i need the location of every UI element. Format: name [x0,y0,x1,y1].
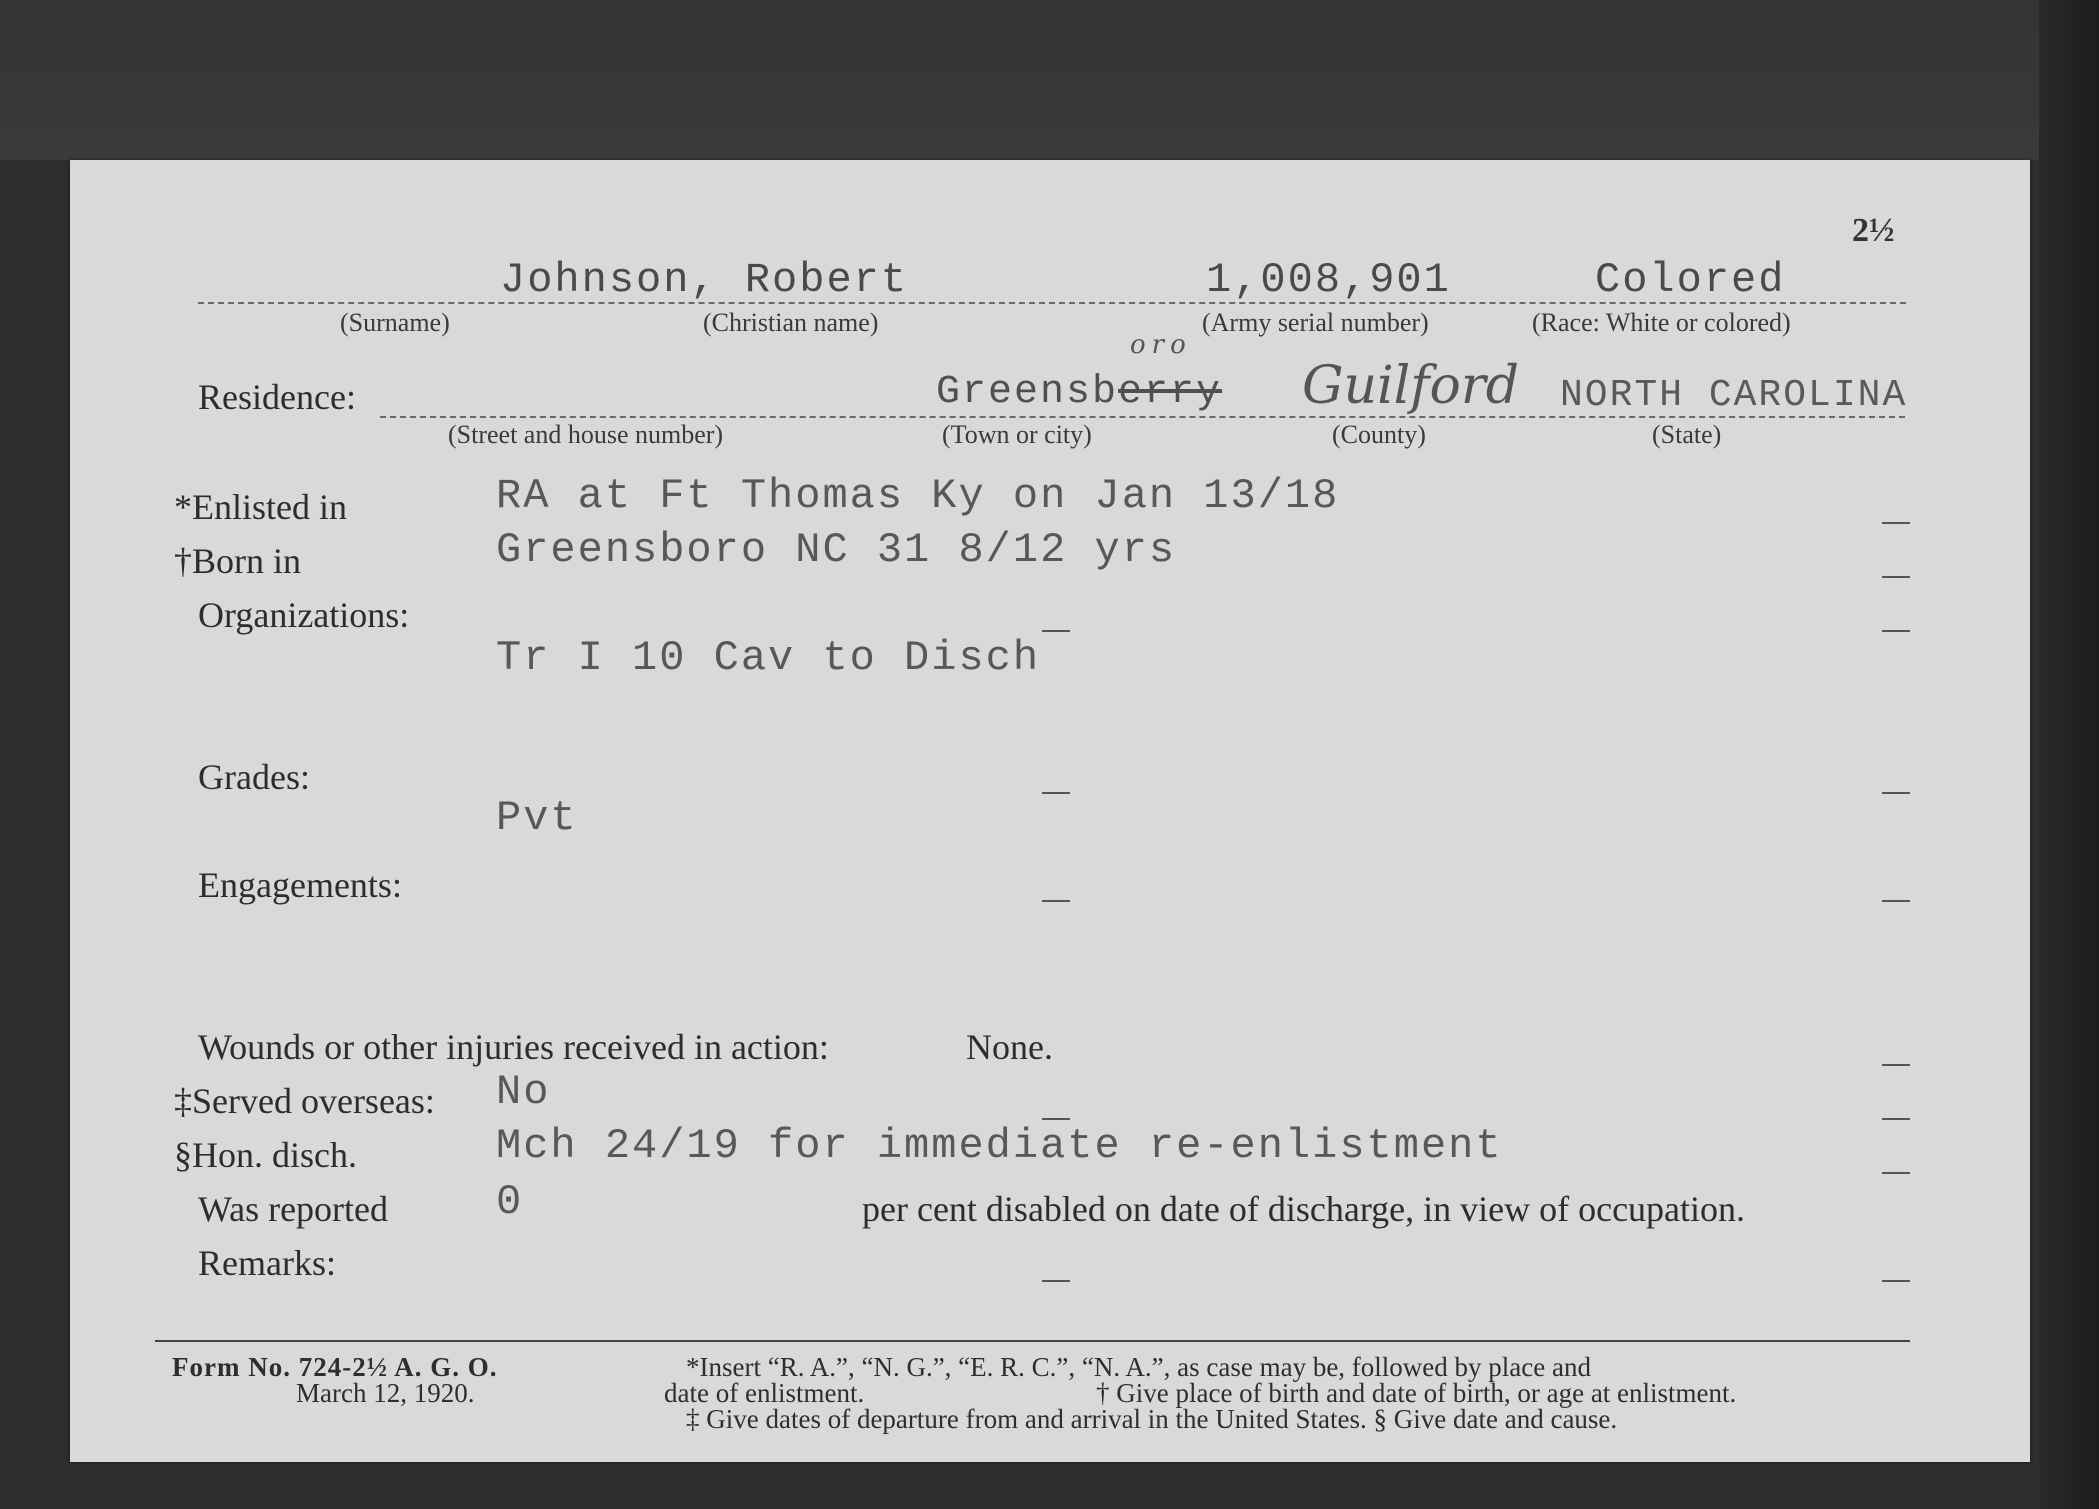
double-dagger-symbol: ‡ [174,1081,192,1121]
born-label: †Born in [174,541,302,581]
disability-percent-value: 0 [496,1178,524,1226]
footnote-enlistment-date: date of enlistment. [664,1378,865,1408]
fraction-mark: 2½ [1852,212,1895,249]
organizations-label: Organizations: [198,595,410,635]
state-value: NORTH CAROLINA [1560,374,1908,417]
dash-mark [1882,1280,1910,1282]
enlisted-label: *Enlisted in [174,487,347,527]
scanner-background-edge [2039,0,2099,1509]
dash-mark [1882,1118,1910,1120]
grades-value: Pvt [496,794,578,842]
asterisk-symbol: * [174,487,192,527]
dash-mark [1882,792,1910,794]
race-caption: (Race: White or colored) [1532,308,1791,337]
engagements-label: Engagements: [198,865,402,905]
form-number: Form No. 724-2½ A. G. O. [172,1352,498,1382]
state-caption: (State) [1652,420,1722,449]
served-overseas-value: No [496,1068,551,1116]
served-overseas-label: ‡Served overseas: [174,1081,435,1121]
dash-mark [1042,1280,1070,1282]
town-caption: (Town or city) [942,420,1092,449]
organizations-value: Tr I 10 Cav to Disch [496,634,1041,682]
form-date: March 12, 1920. [296,1378,475,1408]
residence-label: Residence: [198,377,356,417]
born-value: Greensboro NC 31 8/12 yrs [496,526,1177,574]
dash-mark [1042,1118,1070,1120]
dash-mark [1042,630,1070,632]
county-handwritten-value: Guilford [1302,356,1519,416]
race-value: Colored [1595,256,1786,304]
dagger-symbol: † [174,541,192,581]
county-caption: (County) [1332,420,1426,449]
dash-mark [1882,630,1910,632]
town-value [936,370,1222,415]
grades-label: Grades: [198,757,310,797]
town-typed-part: Greensb [936,370,1119,415]
street-caption: (Street and house number) [448,420,724,449]
serial-number-value: 1,008,901 [1206,256,1451,304]
honorable-discharge-value: Mch 24/19 for immediate re-enlistment [496,1122,1503,1170]
surname-caption: (Surname) [340,308,450,337]
footnote-departure: ‡ Give dates of departure from and arrival in the United States. § Give date and cause. [686,1404,1618,1434]
serial-caption: (Army serial number) [1202,308,1429,337]
wounds-value: None. [966,1027,1053,1067]
footer-rule [155,1340,1910,1342]
dash-mark [1882,576,1910,578]
dash-mark [1882,900,1910,902]
dash-mark [1042,792,1070,794]
enlisted-value: RA at Ft Thomas Ky on Jan 13/18 [496,472,1340,520]
section-symbol: § [174,1135,192,1175]
dash-mark [1042,900,1070,902]
remarks-label: Remarks: [198,1243,336,1283]
town-handwritten-correction: oro [1130,330,1192,360]
dash-mark [1882,522,1910,524]
christian-name-caption: (Christian name) [703,308,879,337]
scanner-background-top [0,0,2099,160]
was-reported-label: Was reported [198,1189,389,1229]
town-struck-part: erry [1118,370,1223,415]
disability-text: per cent disabled on date of discharge, in view of occupation. [862,1189,1746,1229]
footnote-birth: † Give place of birth and date of birth, or age at enlistment. [1096,1378,1737,1408]
wounds-label: Wounds or other injuries received in action: [198,1027,829,1067]
dash-mark [1882,1172,1910,1174]
surname-christian-name-value: Johnson, Robert [500,256,909,304]
honorable-discharge-label: §Hon. disch. [174,1135,357,1175]
footnote-insert: *Insert “R. A.”, “N. G.”, “E. R. C.”, “N. A.”, as case may be, followed by place and [686,1352,1591,1382]
dash-mark [1882,1064,1910,1066]
service-record-card [70,160,2030,1462]
